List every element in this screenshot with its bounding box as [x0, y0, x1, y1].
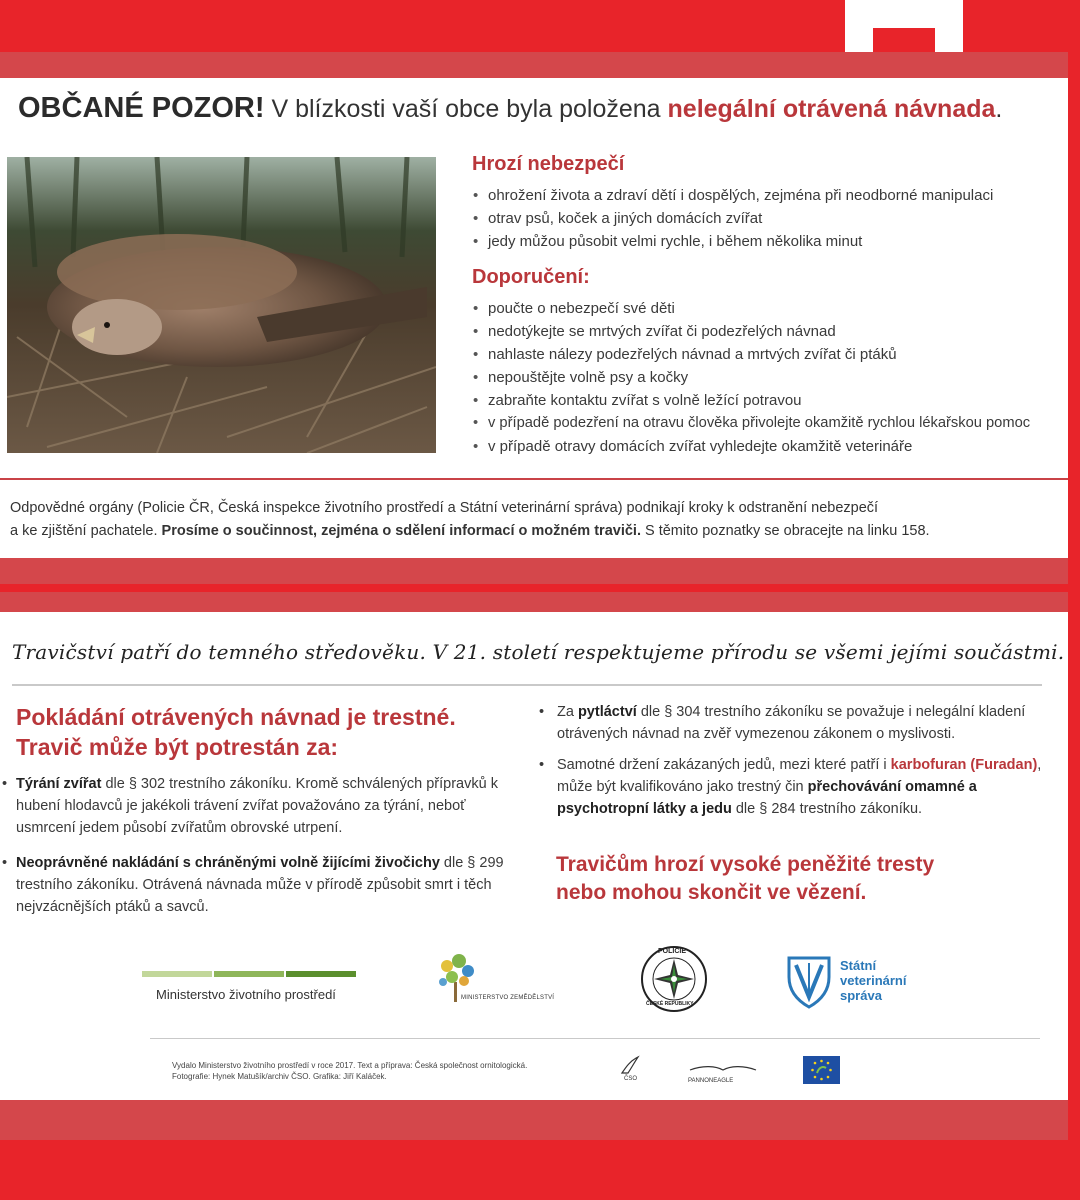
penal-item-2 [2, 852, 516, 918]
penal-item-4-mid: , může být kvalifikováno jako trestný čin [557, 757, 1042, 795]
mze-logo-text: MINISTERSTVO ZEMĚDĚLSTVÍ [461, 995, 555, 1001]
cso-logo [620, 1055, 642, 1082]
list-item: • nedotýkejte se mrtvých zvířat či podezřelých návnad [472, 320, 1030, 343]
headline-strong: OBČANÉ POZOR! [18, 92, 265, 124]
penal-item-2-text: dle § 299 trestního zákoníku. Otrávená návnada může v přírodě způsobit smrt i těch nejvzácnějších ptáků a savců. [16, 855, 504, 915]
list-item: • v případě otravy domácích zvířat vyhledejte okamžitě veterináře [472, 435, 1030, 458]
penal-item-4 [539, 754, 1057, 820]
penal-item-1 [2, 773, 516, 839]
penal-title [16, 702, 456, 762]
bird-photo-icon [7, 157, 436, 453]
divider [0, 478, 1068, 480]
bullet: • [539, 704, 545, 720]
authorities-line2-end: S těmito poznatky se obracejte na linku 158. [640, 523, 930, 539]
colophon [172, 1060, 527, 1082]
mzp-logo [142, 971, 356, 1002]
svs-logo [786, 955, 907, 1014]
svs-line3: správa [840, 988, 882, 1003]
list-item: • ohrožení života a zdraví dětí i dospělých, zejména při neodborné manipulaci [472, 184, 993, 207]
bird-icon [620, 1055, 642, 1077]
mze-logo [435, 952, 555, 1009]
headline-mid: V blízkosti vaší obce byla položena [264, 95, 668, 123]
penal-item-3-pre: Za [557, 704, 578, 720]
penal-title-line2: Travič může být potrestán za: [16, 734, 339, 760]
bullet: • [539, 757, 545, 773]
bullet: • [2, 776, 8, 792]
penal-item-3 [539, 701, 1057, 745]
pannoneagle-logo [688, 1061, 758, 1084]
list-item: • zabraňte kontaktu zvířat s volně ležící potravou [472, 389, 1030, 412]
frame-notch-inner [873, 28, 935, 52]
penal-item-2-bold: Neoprávněné nakládání s chráněnými volně žijícími živočichy [16, 855, 440, 871]
upper-bottom-band [0, 558, 1068, 584]
penal-item-1-text: dle § 302 trestního zákoníku. Kromě schválených přípravků k hubení hlodavců je jakékoli trávení zvířat považováno za týrání, neboť usmrcení jedem působí zvířatům obrovské utrpení. [16, 776, 498, 836]
penal-item-3-text: dle § 304 trestního zákoníku se považuje i nelegální kladení otrávených návnad na zvěř vymezenou zákonem o myslivosti. [557, 704, 1026, 742]
svs-line2: veterinární [840, 973, 907, 988]
divider [150, 1038, 1040, 1039]
lower-bottom-band [0, 1100, 1068, 1140]
svs-shield-icon [786, 955, 832, 1009]
mzp-logo-bars [142, 971, 356, 977]
list-item: • poučte o nebezpečí své děti [472, 297, 1030, 320]
authorities-line2 [10, 520, 1065, 543]
eagle-wings-icon [688, 1064, 758, 1074]
eu-stars-icon [803, 1056, 840, 1084]
policie-bottom-text: ČESKÉ REPUBLIKY [646, 1001, 694, 1007]
authorities-line2-bold: Prosíme o součinnost, zejména o sdělení informací o možném traviči. [161, 523, 641, 539]
divider [12, 684, 1042, 686]
upper-top-band [0, 52, 1068, 78]
penal-item-4-bold: přechovávání omamné a psychotropní látky a jedu [557, 779, 977, 817]
svs-logo-text [840, 958, 906, 1003]
list-item: • nahlaste nálezy podezřelých návnad a mrtvých zvířat či ptáků [472, 343, 1030, 366]
bullet: • [2, 855, 8, 871]
fines-line1: Travičům hrozí vysoké peněžité tresty [556, 853, 935, 876]
fines-warning [556, 851, 934, 907]
penal-item-4-end: dle § 284 trestního zákoníku. [731, 801, 923, 817]
svs-line1: Státní [840, 958, 877, 973]
list-item: • otrav psů, koček a jiných domácích zvířat [472, 207, 993, 230]
danger-list [472, 184, 993, 253]
lower-leaflet [0, 592, 1068, 1108]
penal-item-4-red: karbofuran (Furadan) [890, 757, 1038, 773]
penal-item-4-pre: Samotné držení zakázaných jedů, mezi které patří i [557, 757, 891, 773]
authorities-line1: Odpovědné orgány (Policie ČR, Česká inspekce životního prostředí a Státní veterinární správa) podnikají kroky k odstranění nebezpečí [10, 500, 879, 516]
list-item: • nepouštějte volně psy a kočky [472, 366, 1030, 389]
advice-list [472, 297, 1030, 458]
list-item: • v případě podezření na otravu člověka přivolejte okamžitě rychlou lékařskou pomoc [472, 412, 1030, 435]
advice-title: Doporučení: [472, 266, 590, 288]
list-item: • jedy můžou působit velmi rychle, i během několika minut [472, 230, 993, 253]
eu-life-flag-icon [803, 1056, 840, 1084]
authorities-paragraph [10, 497, 1065, 543]
slogan: Travičství patří do temného středověku. V 21. století respektujeme přírodu se všemi jejími součástmi. [12, 640, 1065, 664]
penal-title-line1: Pokládání otrávených návnad je trestné. [16, 704, 456, 730]
colophon-line1: Vydalo Ministerstvo životního prostředí v roce 2017. Text a příprava: Česká společnost ornitologická. [172, 1061, 528, 1070]
mzp-logo-text: Ministerstvo životního prostředí [156, 987, 336, 1002]
colophon-line2: Fotografie: Hynek Matušík/archiv ČSO. Grafika: Jiří Kaláček. [172, 1072, 387, 1081]
authorities-line2-start: a ke zjištění pachatele. [10, 523, 162, 539]
cso-text: ČSO [624, 1076, 638, 1082]
fines-line2: nebo mohou skončit ve vězení. [556, 881, 867, 904]
policie-logo [640, 945, 708, 1018]
pannoneagle-text: PANNONEAGLE [688, 1078, 734, 1084]
penal-item-1-bold: Týrání zvířat [16, 776, 102, 792]
danger-title: Hrozí nebezpečí [472, 153, 625, 175]
headline [18, 92, 1058, 125]
policie-top-text: POLICIE [658, 948, 687, 955]
headline-end: . [995, 95, 1003, 123]
bird-photo [7, 157, 436, 453]
lower-top-band [0, 592, 1068, 612]
headline-red: nelegální otrávená návnada [667, 95, 996, 123]
penal-item-3-bold: pytláctví [577, 704, 637, 720]
